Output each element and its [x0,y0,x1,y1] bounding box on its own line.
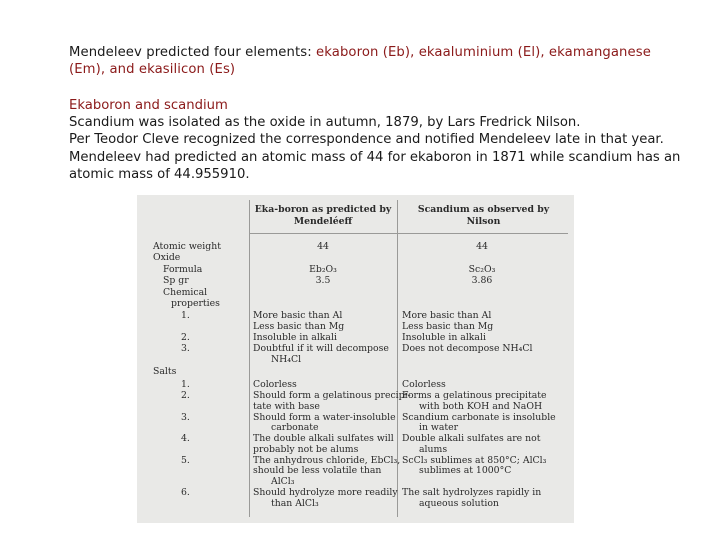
salt-prop-predicted-line: The anhydrous chloride, EbCl₃, [253,454,401,466]
label-spgr: Sp gr [163,275,189,286]
salt-prop-observed-line: sublimes at 1000°C [419,465,512,477]
oxide-prop-predicted-line: Doubtful if it will decompose [253,343,389,355]
observed-spgr: 3.86 [471,275,493,286]
salt-prop-number: 2. [181,390,190,402]
salt-prop-predicted-line: Should hydrolyze more readily [253,487,398,498]
salt-prop-predicted-line: probably not be alums [253,443,359,455]
salt-prop-number: 5. [181,454,190,466]
header-predicted: Eka-boron as predicted by Mendeléeff [254,204,392,227]
salt-prop-observed-line: Forms a gelatinous precipitate [402,390,547,402]
salt-prop-number: 1. [181,379,190,390]
oxide-prop-number: 1. [181,310,190,321]
salt-prop-observed-line: Colorless [402,379,446,390]
salt-prop-predicted-line: The double alkali sulfates will [253,433,394,445]
oxide-prop-predicted-line: More basic than Al [253,310,343,321]
salt-prop-number: 4. [181,433,190,445]
salt-prop-predicted-line: Should form a water-insoluble [253,411,396,423]
comparison-table-image [137,195,574,523]
salt-prop-observed-line: ScCl₃ sublimes at 850°C; AlCl₃ [402,454,547,466]
salt-prop-predicted-line: AlCl₃ [271,475,295,487]
salt-prop-observed-line: The salt hydrolyzes rapidly in [402,487,542,498]
salt-prop-predicted-line: tate with base [253,400,320,412]
salt-prop-predicted-line: carbonate [271,422,319,434]
salt-prop-number: 3. [181,411,190,423]
oxide-prop-observed-line: Insoluble in alkali [402,332,486,344]
label-formula: Formula [163,264,203,275]
oxide-prop-predicted-line: NH₄Cl [271,353,302,365]
salt-prop-predicted-line: than AlCl₃ [271,497,319,509]
intro-elements: ekaboron (Eb), ekaaluminium (El), ekamanganese (Em), and ekasilicon (Es) [69,45,651,77]
intro-lead: Mendeleev predicted four elements: [69,45,317,60]
salt-prop-predicted-line: Colorless [253,379,297,390]
oxide-prop-observed-line: More basic than Al [402,310,492,321]
oxide-prop-number: 3. [181,343,190,355]
salt-prop-observed-line: Double alkali sulfates are not [402,433,541,445]
oxide-prop-number: 2. [181,332,190,344]
intro-paragraph [69,44,669,78]
section-heading: Ekaboron and scandium [69,98,228,113]
section-line-1: Scandium was isolated as the oxide in autumn, 1879, by Lars Fredrick Nilson. [69,115,581,131]
salt-prop-observed-line: with both KOH and NaOH [419,400,543,412]
table-header-rule [249,233,568,234]
salt-prop-observed-line: alums [419,443,448,455]
section-line-3: Mendeleev had predicted an atomic mass of 44 for ekaboron in 1871 while scandium has an atomic mass of 44.955910. [69,149,681,182]
predicted-formula: Eb₂O₃ [309,264,337,275]
label-oxide: Oxide [153,252,181,263]
oxide-prop-predicted-line: Insoluble in alkali [253,332,337,344]
label-salts: Salts [153,366,177,377]
salt-prop-number: 6. [181,487,190,498]
oxide-prop-observed-line: Does not decompose NH₄Cl [402,343,533,355]
salt-prop-predicted-line: Should form a gelatinous precipi- [253,390,411,402]
header-observed: Scandium as observed by Nilson [417,204,550,227]
oxide-prop-predicted-line: Less basic than Mg [253,321,345,333]
salt-prop-observed-line: aqueous solution [419,497,499,509]
oxide-prop-observed-line: Less basic than Mg [402,321,494,333]
observed-atomic-weight: 44 [476,241,488,252]
salt-prop-observed-line: in water [419,422,459,434]
observed-formula: Sc₂O₃ [468,264,496,275]
ekaboron-section [69,97,684,183]
salt-prop-observed-line: Scandium carbonate is insoluble [402,411,556,423]
predicted-spgr: 3.5 [315,275,331,286]
label-properties: properties [171,298,220,309]
salt-prop-predicted-line: should be less volatile than [253,465,382,477]
label-atomic-weight: Atomic weight [153,241,221,252]
label-chemical: Chemical [163,287,208,298]
predicted-atomic-weight: 44 [317,241,329,252]
section-line-2: Per Teodor Cleve recognized the correspondence and notified Mendeleev late in that year. [69,132,664,148]
